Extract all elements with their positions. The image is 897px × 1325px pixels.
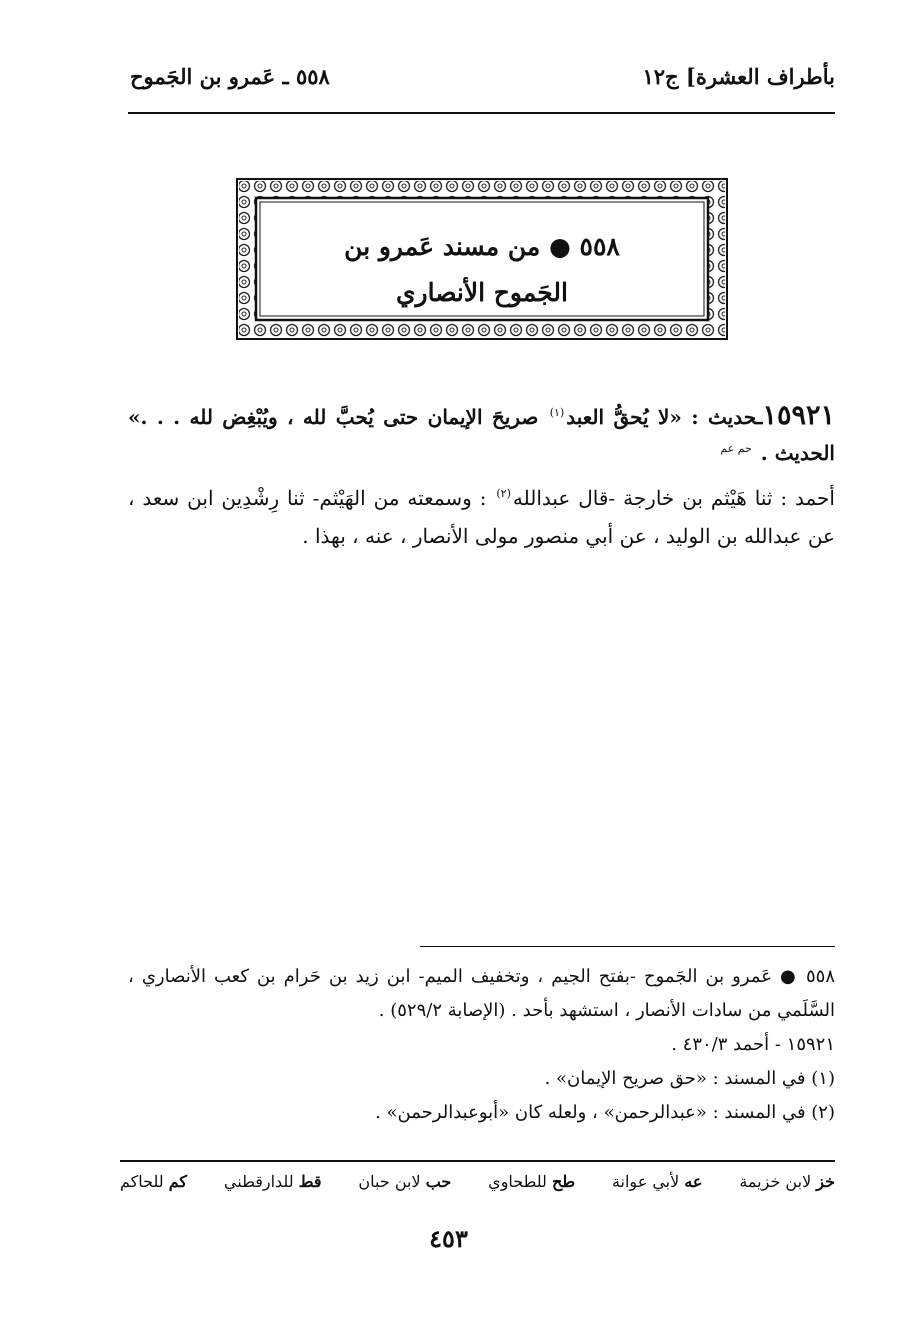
footnote-2: (٢) في المسند : «عبدالرحمن» ، ولعله كان «أبوعبدالرحمن» .: [375, 1102, 835, 1123]
footnote-ref-2: (٢): [496, 487, 511, 501]
hadith-matn: [128, 398, 835, 471]
legend-item: طح للطحاوي: [488, 1172, 576, 1191]
footnote-source-reference: ١٥٩٢١ - أحمد ٤٣٠/٣ .: [671, 1034, 835, 1055]
hadith-entry: [128, 398, 835, 555]
legend-item: حب لابن حبان: [358, 1172, 452, 1191]
header-divider: [128, 112, 835, 114]
section-title-frame: [236, 178, 728, 340]
hadith-text-part-1: ـحديث : «لا يُحقُّ العبد: [566, 405, 763, 429]
legend-divider: [120, 1160, 835, 1162]
legend-item: كم للحاكم: [120, 1172, 188, 1191]
footnote-biography: ٥٥٨ ● عَمرو بن الجَموح -بفتح الجيم ، وتخفيف الميم- ابن زيد بن حَرام بن كعب الأنصاري ، السَّلَمي من سادات الأنصار ، استشهد بأحد . (الإصابة ٥٢٩/٢) .: [128, 966, 835, 1021]
legend-item: قط للدارقطني: [223, 1172, 322, 1191]
source-sigla: حم عم: [720, 442, 752, 456]
hadith-text-part-2: صريحَ الإيمان حتى يُحبَّ لله ، ويُبْغِض لله . . .» الحديث .: [128, 405, 835, 465]
running-header-section-title: ٥٥٨ ـ عَمرو بن الجَموح: [130, 64, 330, 89]
legend-item: عه لأبي عوانة: [611, 1172, 703, 1191]
legend-item: خز لابن خزيمة: [739, 1172, 835, 1191]
footnotes: [128, 960, 835, 1130]
isnad-part-1: أحمد : ثنا هَيْثم بن خارجة -قال عبدالله: [512, 486, 835, 510]
sigla-legend: [120, 1172, 835, 1191]
section-title-line-1: ٥٥٨ ● من مسند عَمرو بن: [344, 232, 620, 261]
footnote-1: (١) في المسند : «حق صريح الإيمان» .: [544, 1068, 835, 1089]
footnote-divider: [420, 946, 835, 947]
isnad-part-2: : وسمعته من الهَيْثم- ثنا رِشْدِين ابن سعد ، عن عبدالله بن الوليد ، عن أبي منصور مولى الأنصار ، عنه ، بهذا .: [128, 486, 835, 548]
footnote-ref-1: (١): [549, 406, 565, 420]
running-header-book-title: بأطراف العشرة] ج١٢: [642, 64, 835, 89]
section-title-line-2: الجَموح الأنصاري: [395, 278, 568, 307]
hadith-isnad: [128, 479, 835, 555]
hadith-number: ١٥٩٢١: [762, 400, 835, 431]
section-title: [266, 224, 698, 316]
page-number: ٤٥٣: [429, 1224, 468, 1253]
